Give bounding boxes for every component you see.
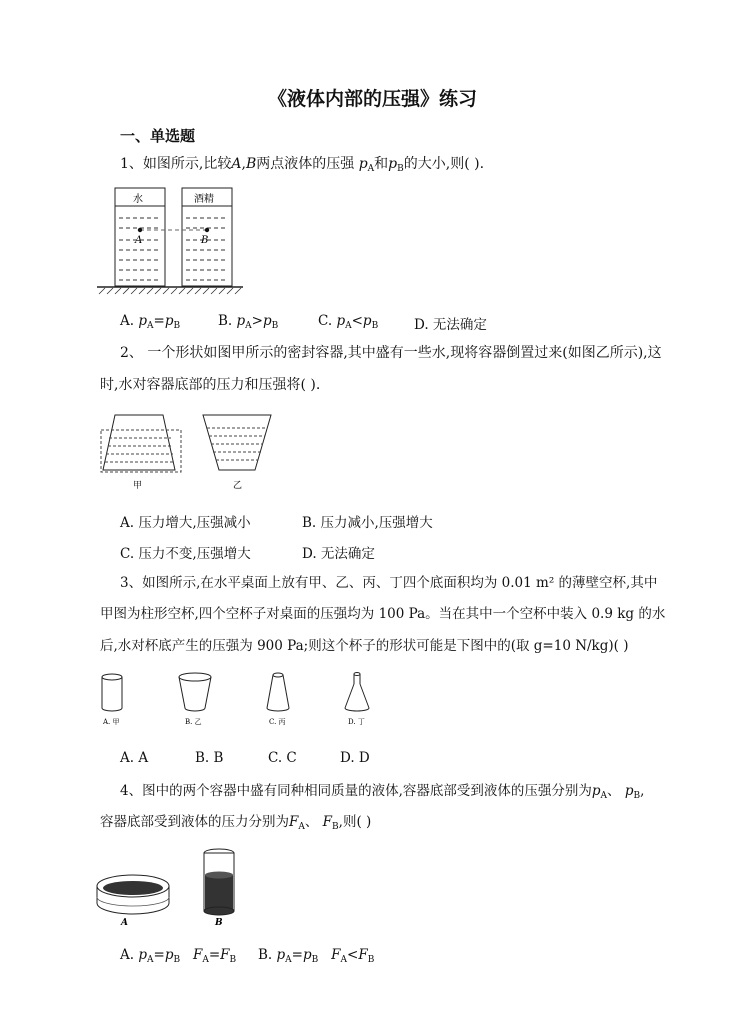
q3-option-a[interactable]: A. A [120, 750, 149, 766]
q4-option-a[interactable]: A. $p_A=p_B$ $F_A=F_B$ [120, 947, 237, 965]
q1-and: 和 [374, 156, 389, 172]
q1-label-water: 水 [133, 194, 143, 205]
q3-caption-b: B. 乙 [185, 718, 202, 726]
q1-option-a[interactable]: A. $p_A=p_B$ [120, 313, 181, 331]
q3-option-b[interactable]: B. B [195, 750, 224, 766]
q3-line1: 3、如图所示,在水平桌面上放有甲、乙、丙、丁四个底面积均为 0.01 m² 的薄壁空杯,其中 [120, 575, 658, 591]
q3-line3: 后,水对杯底产生的压强为 900 Pa;则这个杯子的形状可能是下图中的(取 g=10 N/kg)( ) [100, 638, 629, 654]
q1-stem-text2: 两点液体的压强 [256, 156, 355, 172]
q1-stem-end: 的大小,则( ). [403, 156, 485, 172]
q2-caption-jia: 甲 [133, 481, 143, 491]
section-heading: 一、单选题 [120, 127, 196, 145]
q2-option-a[interactable]: A. 压力增大,压强减小 [120, 515, 251, 531]
q4-option-b[interactable]: B. $p_A=p_B$ $F_A<F_B$ [258, 947, 375, 965]
q4-label-b: B [215, 918, 223, 928]
q1-fig-a: A [135, 235, 143, 246]
q3-caption-c: C. 丙 [269, 718, 286, 726]
q1-fig-b: B [201, 235, 209, 246]
q1-stem-text: 1、如图所示,比较 [120, 156, 232, 172]
q3-caption-a: A. 甲 [103, 718, 120, 726]
q3-figure [95, 668, 385, 730]
q1-point-b: B [245, 156, 257, 172]
q1-option-c[interactable]: C. $p_A<p_B$ [318, 313, 379, 331]
q2-caption-yi: 乙 [233, 481, 243, 491]
q2-option-d[interactable]: D. 无法确定 [302, 546, 375, 562]
q3-option-d[interactable]: D. D [340, 750, 370, 766]
q4-label-a: A [121, 918, 128, 928]
q4-line1: 4、图中的两个容器中盛有同种相同质量的液体,容器底部受到液体的压强分别为$p_A$、 $p_B$, [120, 783, 645, 801]
q2-option-b[interactable]: B. 压力减小,压强增大 [302, 515, 433, 531]
q1-option-d[interactable]: D. 无法确定 [414, 317, 487, 333]
q4-figure [95, 845, 245, 927]
page-title: 《液体内部的压强》练习 [267, 88, 477, 110]
q1-point-a: A [231, 156, 242, 172]
q2-line1: 2、 一个形状如图甲所示的密封容器,其中盛有一些水,现将容器倒置过来(如图乙所示),这 [120, 345, 662, 361]
q2-option-c[interactable]: C. 压力不变,压强增大 [120, 546, 251, 562]
q1-label-alcohol: 酒精 [194, 194, 214, 205]
q2-line2: 时,水对容器底部的压力和压强将( ). [100, 377, 321, 393]
q2-figure [95, 410, 275, 492]
q3-caption-d: D. 丁 [348, 718, 365, 726]
q4-line2: 容器底部受到液体的压力分别为$F_A$、 $F_B$,则( ) [100, 814, 372, 832]
q1-stem: 1、如图所示,比较A,B两点液体的压强 $p_A$和$p_B$的大小,则( ). [120, 156, 485, 174]
q1-figure [95, 188, 245, 294]
q3-line2: 甲图为柱形空杯,四个空杯子对桌面的压强均为 100 Pa。当在其中一个空杯中装入 0.9 kg 的水 [100, 606, 666, 622]
q1-comma: , [241, 156, 246, 172]
q1-option-b[interactable]: B. $p_A>p_B$ [218, 313, 279, 331]
q3-option-c[interactable]: C. C [268, 750, 297, 766]
